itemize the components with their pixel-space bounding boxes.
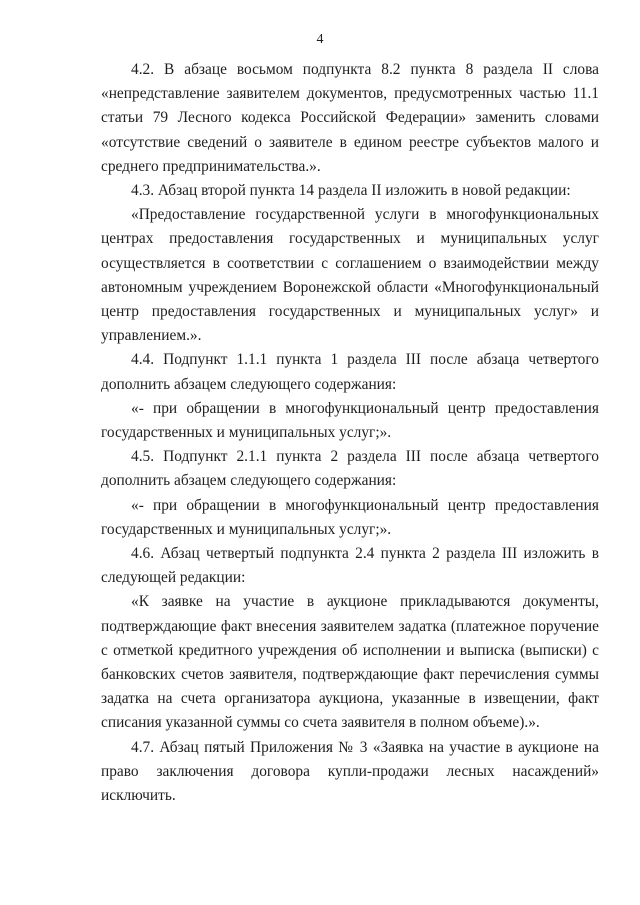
paragraph-4-6-quote: «К заявке на участие в аукционе прикладываются документы, подтверждающие факт внесения заявителем задатка (платежное поручение с отметкой кредитного учреждения об исполнении и выписка (выписки) с банковских счетов заявителя, подтверждающие факт перечисления суммы задатка на счета организатора аукциона, указанные в извещении, факт списания указанной суммы со счета заявителя в полном объеме).». xyxy=(101,593,599,732)
paragraph-4-5: 4.5. Подпункт 2.1.1 пункта 2 раздела III после абзаца четвертого дополнить абзацем следующего содержания: xyxy=(101,448,599,490)
paragraph-4-2: 4.2. В абзаце восьмом подпункта 8.2 пункта 8 раздела II слова «непредставление заявителем документов, предусмотренных частью 11.1 статьи 79 Лесного кодекса Российской Федерации» заменить словами «отсутствие сведений о заявителе в едином реестре субъектов малого и среднего предпринимательства.». xyxy=(101,61,599,175)
paragraph-4-3-quote: «Предоставление государственной услуги в многофункциональных центрах предоставления государственных и муниципальных услуг осуществляется в соответствии с соглашением о взаимодействии между автономным учреждением Воронежской области «Многофункциональный центр предоставления государственных и муниципальных услуг» и управлением.». xyxy=(101,206,599,345)
paragraph-4-4: 4.4. Подпункт 1.1.1 пункта 1 раздела III после абзаца четвертого дополнить абзацем следующего содержания: xyxy=(101,351,599,393)
paragraph-4-7: 4.7. Абзац пятый Приложения № 3 «Заявка на участие в аукционе на право заключения договора купли-продажи лесных насаждений» исключить. xyxy=(101,738,599,805)
paragraph-4-3: 4.3. Абзац второй пункта 14 раздела II изложить в новой редакции: xyxy=(131,182,571,200)
paragraph-4-5-quote: «- при обращении в многофункциональный центр предоставления государственных и муниципальных услуг;». xyxy=(101,496,599,538)
paragraph-4-4-quote: «- при обращении в многофункциональный центр предоставления государственных и муниципальных услуг;». xyxy=(101,399,599,442)
document-body xyxy=(101,58,599,808)
paragraph-4-6: 4.6. Абзац четвертый подпункта 2.4 пункта 2 раздела III изложить в следующей редакции: xyxy=(101,545,599,587)
page-number: 4 xyxy=(316,32,324,47)
